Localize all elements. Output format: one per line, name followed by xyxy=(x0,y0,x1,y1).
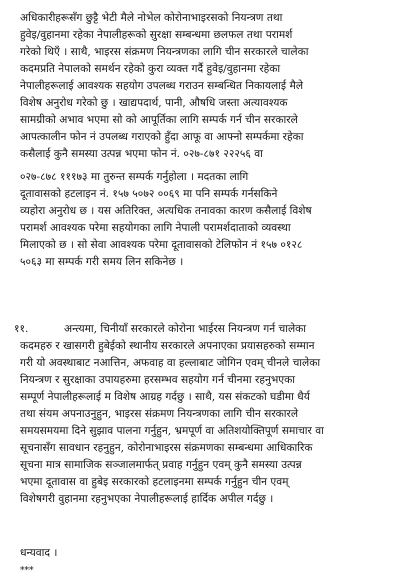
text-line: गरेको थिएँ । साथै, भाइरस संक्रमण नियन्त्रणका लागि चीन सरकारले चालेका xyxy=(20,46,309,58)
text-line: सम्पूर्ण नेपालीहरूलाई म विशेष आग्रह गर्दछु । साथै, यस संकटको घडीमा धैर्य xyxy=(20,391,310,403)
text-line: ५०६३ मा सम्पर्क गरी समय लिन सकिनेछ । xyxy=(20,256,184,268)
text-line: व्यहोरा अनुरोध छ । यस अतिरिक्त, अत्यधिक तनावका कारण कसैलाई विशेष xyxy=(20,205,312,217)
text-line: आपत्कालीन फोन नं उपलब्ध गराएको हुँदा आफू वा आफ्नो सम्पर्कमा रहेका xyxy=(20,131,304,143)
text-line: समयसमयमा दिने सुझाव पालना गर्नुहुन, भ्रमपूर्ण वा अतिशयोक्तिपूर्ण समाचार वा xyxy=(20,425,324,437)
text-line: नियन्त्रण र सुरक्षाका उपायहरुमा हरसम्भव सहयोग गर्न चीनमा रहनुभएका xyxy=(20,374,296,386)
text-line: अन्त्यमा, चिनीयाँ सरकारले कोरोना भाईरस नियन्त्रण गर्न चालेका xyxy=(64,323,307,335)
text-line: नेपालीहरूलाई आवश्यक सहयोग उपलब्ध गराउन सम्बन्धित निकायलाई मैले xyxy=(20,80,304,92)
text-line: सामग्रीको अभाव भएमा सो को आपूर्तिका लागि सम्पर्क गर्न चीन सरकारले xyxy=(20,114,298,126)
text-line: अधिकारीहरूसँग छुट्टै भेटी मैले नोभेल कोरोनाभाइरसको नियन्त्रण तथा xyxy=(20,12,283,24)
end-marker: *** xyxy=(20,566,34,576)
text-line: कदमप्रति नेपालको समर्थन रहेको कुरा व्यक्त गर्दै हुवेइ/वुहानमा रहेका xyxy=(20,63,281,75)
text-line: विशेष अनुरोध गरेको छु । खाद्यपदार्थ, पानी, औषधि जस्ता अत्यावश्यक xyxy=(20,97,288,109)
text-line: सूचना मात्र सामाजिक सञ्जालमार्फत् प्रवाह गर्नुहुन एवम् कुनै समस्या उत्पन्न xyxy=(20,459,302,471)
text-line: ०२७-८७८ १११७३ मा तुरुन्त सम्पर्क गर्नुहोला । मदतका लागि xyxy=(20,171,249,183)
text-line: भएमा दूतावास वा हुबेइ सरकारको हटलाइनमा सम्पर्क गर्नुहुन चीन एवम् xyxy=(20,476,289,488)
text-line: तथा संयम अपनाउनुहुन, भाइरस संक्रमण नियन्त्रणका लागि चीन सरकारले xyxy=(20,408,299,420)
text-line: कसैलाई कुनै समस्या उत्पन्न भएमा फोन नं. ०२७-८७१ २२२५६ वा xyxy=(20,148,263,160)
text-line: परामर्श आवश्यक परेमा सहयोगका लागि नेपाली परामर्शदाताको व्यवस्था xyxy=(20,222,291,234)
text-line: कदमहरु र खासगरी हुबेईको स्थानीय सरकारले अपनाएका प्रयासहरुको सम्मान xyxy=(20,340,315,352)
text-line: गरी यो अवस्थाबाट नआत्तिन, अफवाह वा हल्लाबाट जोगिन एवम् चीनले चालेका xyxy=(20,357,321,369)
text-line: मिलाएको छ । सो सेवा आवश्यक परेमा दूतावासको टेलिफोन नं १५७ ०१२८ xyxy=(20,239,303,251)
closing-thanks: धन्यवाद । xyxy=(20,547,58,559)
text-line: दूतावासको हटलाइन नं. १५७ ५०७२ ००६९ मा पनि सम्पर्क गर्नसकिने xyxy=(20,188,278,200)
text-line: विशेषगरी वुहानमा रहनुभएका नेपालीहरूलाई हार्दिक अपील गर्दछु । xyxy=(20,493,274,505)
text-line: सूचनासँग सावधान रहनुहुन, कोरोनाभाइरस संक्रमणका सम्बन्धमा आधिकारिक xyxy=(20,442,313,454)
text-line: हुवेइ/वुहानमा रहेका नेपालीहरूको सुरक्षा सम्बन्धमा छलफल तथा परामर्श xyxy=(20,29,293,41)
paragraph-number: ११. xyxy=(14,323,29,335)
